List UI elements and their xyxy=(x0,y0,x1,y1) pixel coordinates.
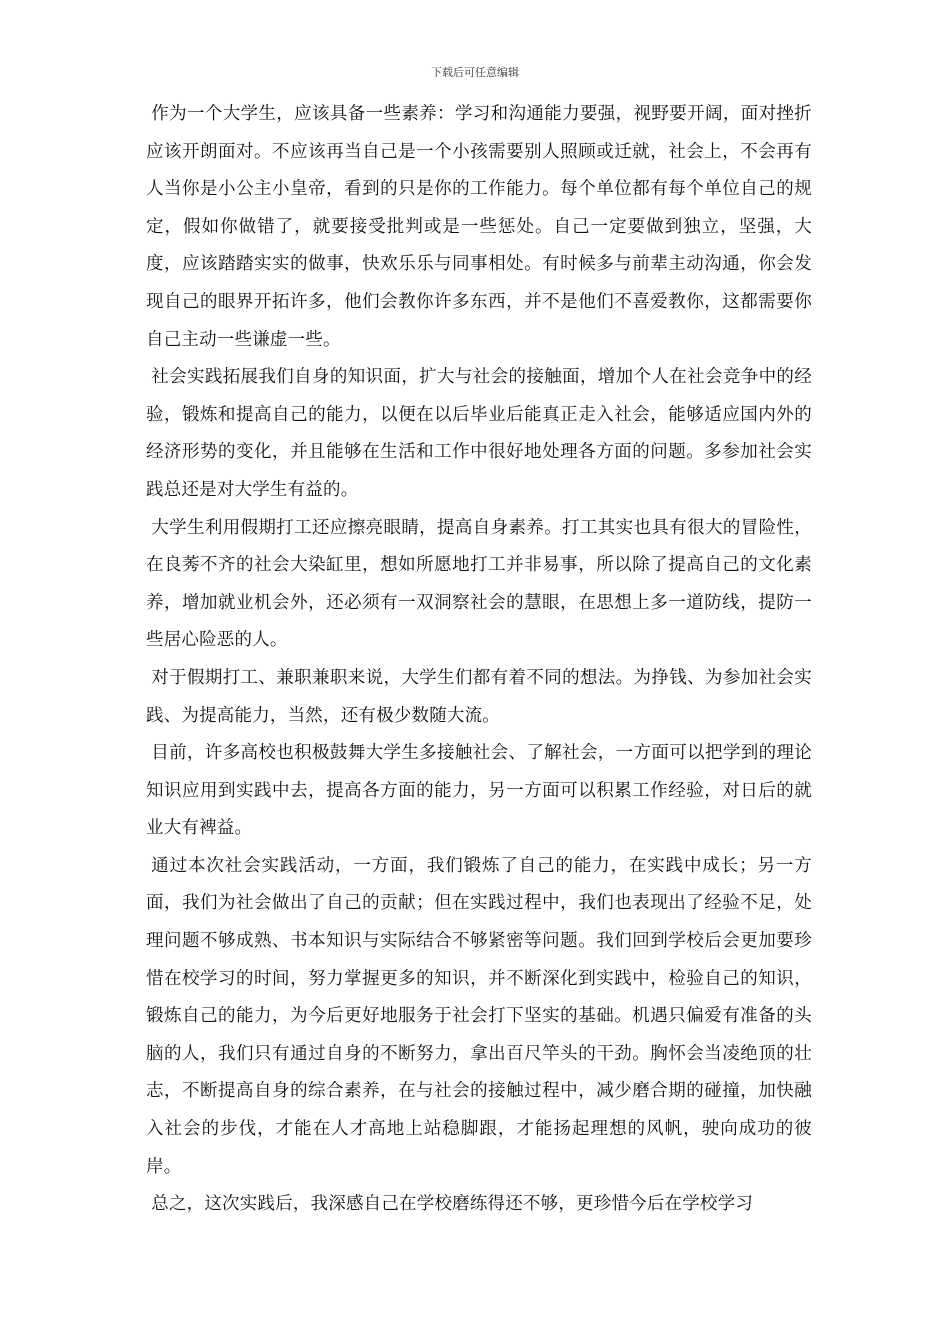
page-header-note: 下载后可任意编辑 xyxy=(431,66,519,79)
paragraph-reflection: 通过本次社会实践活动，一方面，我们锻炼了自己的能力，在实践中成长；另一方面，我们为社会做出了自己的贡献；但在实践过程中，我们也表现出了经验不足，处理问题不够成熟、书本知识与实际结合不够紧密等问题。我们回到学校后会更加要珍惜在校学习的时间，努力掌握更多的知识，并不断深化到实践中，检验自己的知识，锻炼自己的能力，为今后更好地服务于社会打下坚实的基础。机遇只偏爱有准备的头脑的人，我们只有通过自身的不断努力，拿出百尺竿头的干劲。胸怀会当凌绝顶的壮志，不断提高自身的综合素养，在与社会的接触过程中，减少磨合期的碰撞，加快融入社会的步伐，才能在人才高地上站稳脚跟，才能扬起理想的风帆，驶向成功的彼岸。 xyxy=(146,855,812,1177)
document-body xyxy=(146,96,812,1224)
paragraph-conclusion: 总之，这次实践后，我深感自己在学校磨练得还不够，更珍惜今后在学校学习 xyxy=(151,1194,754,1215)
paragraph-part-time-caution: 大学生利用假期打工还应擦亮眼睛，提高自身素养。打工其实也具有很大的冒险性，在良莠不齐的社会大染缸里，想如所愿地打工并非易事，所以除了提高自己的文化素养，增加就业机会外，还必须有一双洞察社会的慧眼，在思想上多一道防线，提防一些居心险恶的人。 xyxy=(146,517,812,651)
paragraph-social-practice: 社会实践拓展我们自身的知识面，扩大与社会的接触面，增加个人在社会竞争中的经验，锻炼和提高自己的能力，以便在以后毕业后能真正走入社会，能够适应国内外的经济形势的变化，并且能够在生活和工作中很好地处理各方面的问题。多参加社会实践总还是对大学生有益的。 xyxy=(146,367,812,500)
paragraph-university-encouragement: 目前，许多高校也积极鼓舞大学生多接触社会、了解社会，一方面可以把学到的理论知识应用到实践中去，提高各方面的能力，另一方面可以积累工作经验，对日后的就业大有裨益。 xyxy=(146,743,812,839)
paragraph-qualities: 作为一个大学生，应该具备一些素养：学习和沟通能力要强，视野要开阔，面对挫折应该开朗面对。不应该再当自己是一个小孩需要别人照顾或迁就，社会上，不会再有人当你是小公主小皇帝，看到的只是你的工作能力。每个单位都有每个单位自己的规定，假如你做错了，就要接受批判或是一些惩处。自己一定要做到独立，坚强，大度，应该踏踏实实的做事，快欢乐乐与同事相处。有时候多与前辈主动沟通，你会发现自己的眼界开拓许多，他们会教你许多东西，并不是他们不喜爱教你，这都需要你自己主动一些谦虚一些。 xyxy=(146,104,812,350)
paragraph-motivations: 对于假期打工、兼职兼职来说，大学生们都有着不同的想法。为挣钱、为参加社会实践、为提高能力，当然，还有极少数随大流。 xyxy=(146,667,812,726)
